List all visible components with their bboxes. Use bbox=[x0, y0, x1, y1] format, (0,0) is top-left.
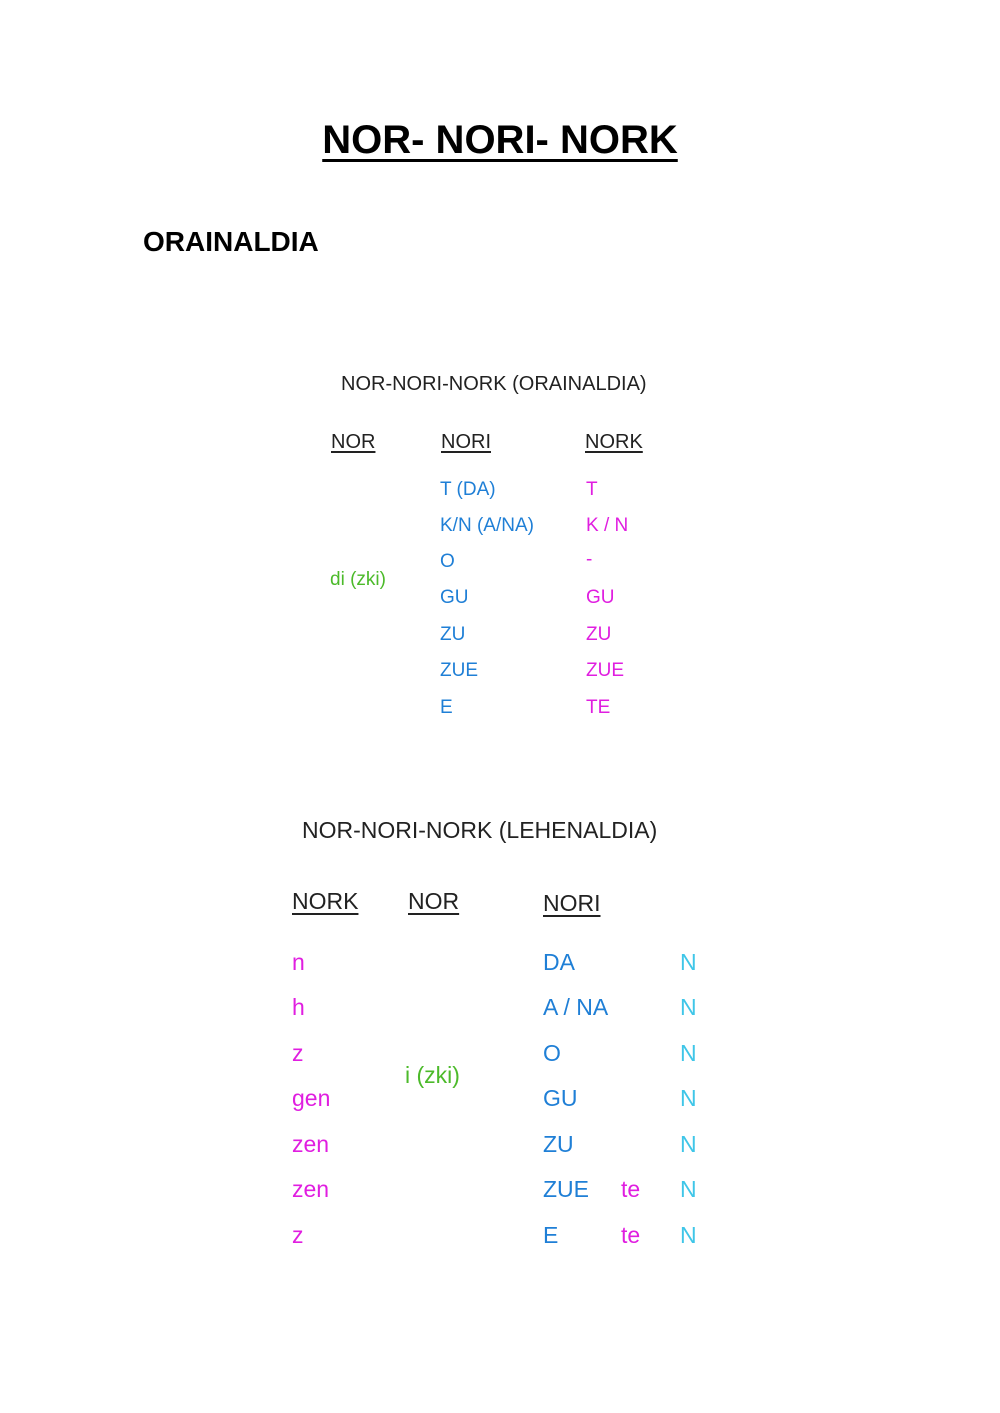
present-nori-cell: GU bbox=[440, 587, 469, 608]
present-nork-cell: T bbox=[586, 479, 598, 500]
past-suffix-cell: N bbox=[680, 1131, 697, 1157]
past-suffix-cell: N bbox=[680, 1222, 697, 1248]
present-nori-cell: O bbox=[440, 551, 455, 572]
past-nor-value: i (zki) bbox=[405, 1062, 460, 1088]
past-table-title: NOR-NORI-NORK (LEHENALDIA) bbox=[302, 817, 658, 843]
present-nork-cell: GU bbox=[586, 587, 615, 608]
past-plural-marker: te bbox=[621, 1222, 641, 1248]
past-plural-marker: te bbox=[621, 1176, 641, 1202]
present-table-title: NOR-NORI-NORK (ORAINALDIA) bbox=[341, 373, 647, 395]
past-suffix-cell: N bbox=[680, 949, 697, 975]
past-suffix-cell: N bbox=[680, 1176, 697, 1202]
past-header-nor: NOR bbox=[408, 888, 460, 914]
present-nor-value: di (zki) bbox=[330, 569, 386, 590]
present-nori-cell: ZUE bbox=[440, 660, 478, 681]
past-nork-cell: n bbox=[292, 949, 305, 975]
past-nori-cell: GU bbox=[543, 1085, 578, 1111]
past-nori-cell: ZU bbox=[543, 1131, 574, 1157]
past-suffix-cell: N bbox=[680, 1085, 697, 1111]
past-nori-cell: ZUE bbox=[543, 1176, 589, 1202]
present-header-nori: NORI bbox=[441, 431, 491, 453]
past-suffix-cell: N bbox=[680, 1040, 697, 1066]
past-nork-cell: zen bbox=[292, 1131, 330, 1157]
past-nork-cell: h bbox=[292, 994, 305, 1020]
past-suffix-cell: N bbox=[680, 994, 697, 1020]
present-nori-cell: ZU bbox=[440, 624, 466, 645]
present-header-nork: NORK bbox=[585, 431, 643, 453]
past-nork-cell: z bbox=[292, 1222, 304, 1248]
past-nori-cell: DA bbox=[543, 949, 575, 975]
past-header-nork: NORK bbox=[292, 888, 359, 914]
present-nori-cell: E bbox=[440, 697, 453, 718]
section-heading: ORAINALDIA bbox=[143, 226, 319, 257]
present-header-nor: NOR bbox=[331, 431, 376, 453]
past-nori-cell: E bbox=[543, 1222, 559, 1248]
past-header-nori: NORI bbox=[543, 890, 601, 916]
present-nori-cell: K/N (A/NA) bbox=[440, 515, 534, 536]
past-nork-cell: z bbox=[292, 1040, 304, 1066]
past-nork-cell: zen bbox=[292, 1176, 330, 1202]
page-title: NOR- NORI- NORK bbox=[322, 118, 678, 162]
past-nori-cell: O bbox=[543, 1040, 561, 1066]
past-nori-cell: A / NA bbox=[543, 994, 609, 1020]
present-nork-cell: ZU bbox=[586, 624, 612, 645]
past-nork-cell: gen bbox=[292, 1085, 331, 1111]
present-nork-cell: - bbox=[586, 549, 593, 570]
present-nork-cell: K / N bbox=[586, 515, 629, 536]
present-nork-cell: TE bbox=[586, 697, 611, 718]
present-nork-cell: ZUE bbox=[586, 660, 624, 681]
present-nori-cell: T (DA) bbox=[440, 479, 496, 500]
